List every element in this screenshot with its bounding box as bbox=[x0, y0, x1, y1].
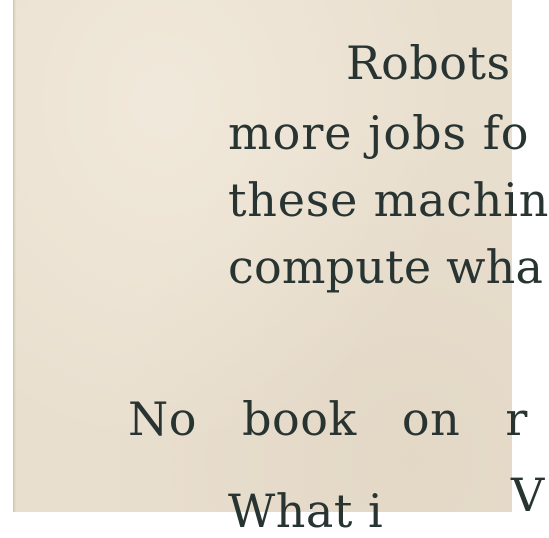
page-edge bbox=[13, 0, 16, 512]
text-line-1: Robots bbox=[346, 36, 511, 90]
text-line-6-right-partial: V bbox=[511, 468, 545, 522]
text-line-3: these machin bbox=[228, 173, 549, 227]
text-line-5: No book on r bbox=[128, 392, 528, 446]
text-line-6-partial: What i bbox=[228, 484, 384, 538]
book-page bbox=[13, 0, 549, 538]
text-line-4: compute wha bbox=[228, 240, 544, 294]
text-line-2: more jobs fo bbox=[228, 106, 530, 160]
